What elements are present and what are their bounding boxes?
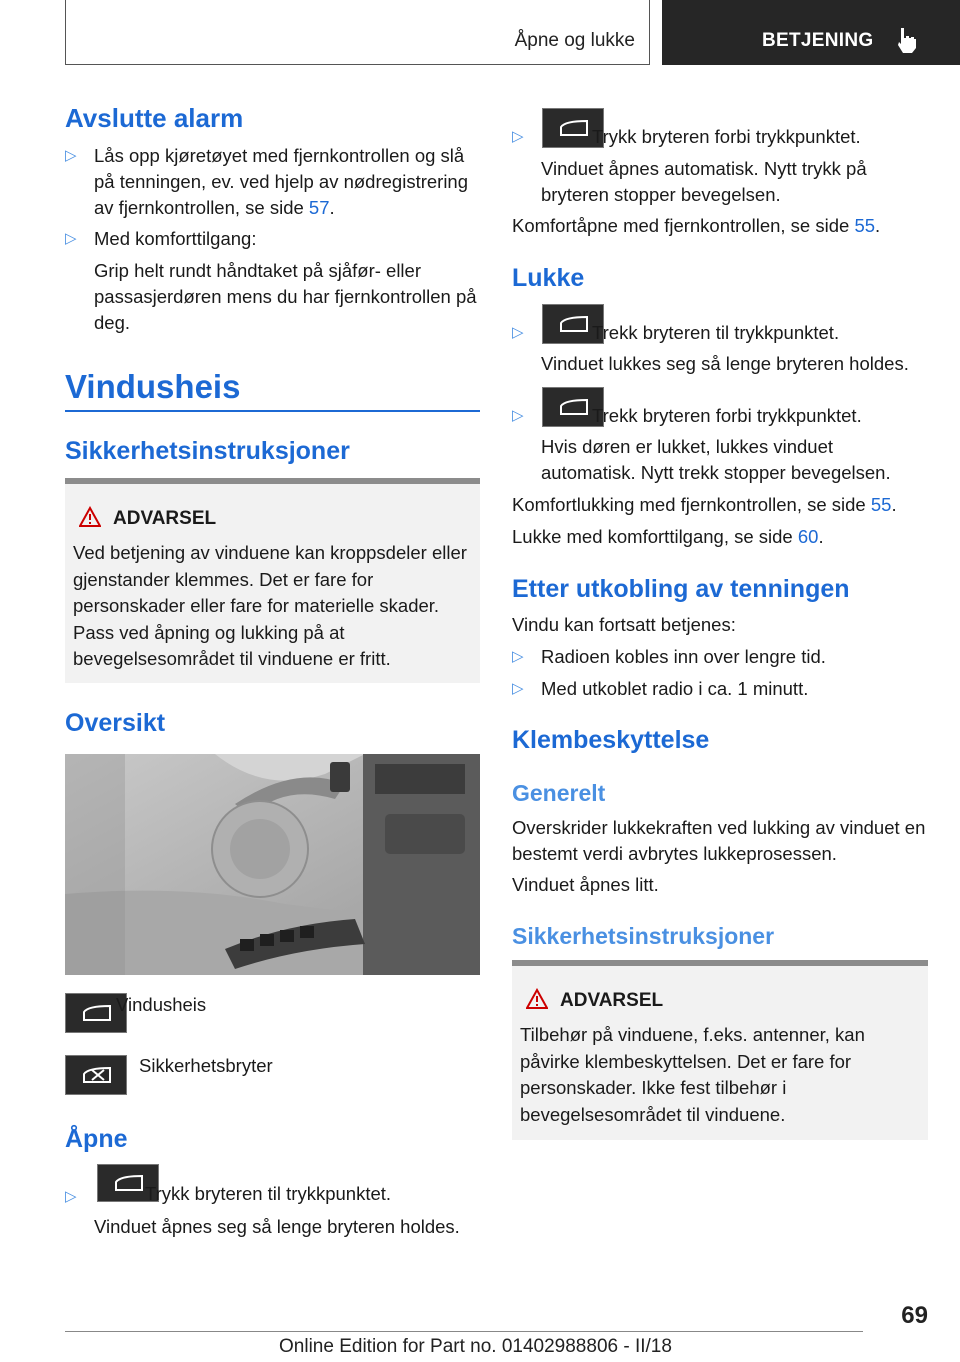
page-number: 69 xyxy=(901,1302,928,1329)
list-item xyxy=(512,387,928,431)
bullet-arrow-icon: ▷ xyxy=(512,680,524,697)
list-item xyxy=(512,108,928,152)
close-heading: Lukke xyxy=(512,264,585,292)
page-title: Vindusheis xyxy=(65,368,241,405)
list-item-text: Trykk bryteren forbi trykkpunktet. xyxy=(592,126,861,147)
list-item-text: Radioen kobles inn over lengre tid. xyxy=(541,646,826,667)
legend-item xyxy=(65,990,480,1032)
page-link[interactable]: 55 xyxy=(854,215,876,236)
safety-heading: Sikkerhetsinstruksjoner xyxy=(65,437,350,465)
paragraph: Overskrider lukkekraften ved lukking av vinduet en bestemt verdi avbrytes lukkeprosessen. xyxy=(512,817,926,864)
safety-switch-icon xyxy=(65,1055,127,1095)
legend-label: Sikkerhetsbryter xyxy=(139,1055,273,1076)
list-item-text: Med komforttilgang: xyxy=(94,228,257,249)
footer-edition: Online Edition for Part no. 01402988806 - II/18 xyxy=(279,1336,672,1357)
bullet-arrow-icon: ▷ xyxy=(512,128,524,145)
warning-text: Tilbehør på vinduene, f.eks. antenner, kan påvirke klembeskyttelsen. Det er fare for personskader. Ikke fest tilbehør i bevegelsesområdet til vinduene. xyxy=(520,1024,865,1125)
list-item xyxy=(65,1168,480,1212)
pinch-protection-heading: Klembeskyttelse xyxy=(512,726,710,754)
list-item-detail: Grip helt rundt håndtaket på sjåfør- eller passasjerdøren mens du har fjernkontrollen på deg. xyxy=(94,260,477,333)
paragraph: Vinduet åpnes litt. xyxy=(512,874,659,895)
list-item-detail: Vinduet lukkes seg så lenge bryteren holdes. xyxy=(541,353,909,374)
legend-item xyxy=(65,1052,480,1094)
warning-heading: ADVARSEL xyxy=(560,990,664,1011)
list-item-detail: Hvis døren er lukket, lukkes vinduet automatisk. Nytt trekk stopper bevegelsen. xyxy=(541,436,891,483)
after-ignition-heading: Etter utkobling av tenningen xyxy=(512,575,850,603)
list-item xyxy=(512,304,928,348)
list-item-detail: Vinduet åpnes automatisk. Nytt trykk på bryteren stopper bevegelsen. xyxy=(541,158,867,205)
header-section-tab xyxy=(65,0,650,65)
title-divider xyxy=(65,410,480,412)
legend-label: Vindusheis xyxy=(116,994,207,1015)
header-chapter-title: BETJENING xyxy=(762,30,874,51)
list-item-text: Lås opp kjøretøyet med fjernkontrollen og slå på tenningen, ev. ved hjelp av nødregistrering av fjernkontrollen, se side xyxy=(94,145,469,218)
pointing-hand-icon xyxy=(894,26,920,54)
warning-text: Ved betjening av vinduene kan kroppsdeler eller gjenstander klemmes. Det er fare for personskader eller fare for materielle skader. Pass ved åpning og lukking på at bevegelsesområdet til vinduene er fritt. xyxy=(73,542,467,669)
paragraph: Komfortlukking med fjernkontrollen, se side 55. xyxy=(512,494,897,515)
footer-divider xyxy=(65,1331,863,1332)
bullet-arrow-icon: ▷ xyxy=(512,324,524,341)
page-link[interactable]: 55 xyxy=(870,494,892,515)
door-panel-photo xyxy=(65,754,480,975)
list-item-text: Med utkoblet radio i ca. 1 minutt. xyxy=(541,678,809,699)
overview-heading: Oversikt xyxy=(65,709,166,737)
list-item-detail: Vinduet åpnes seg så lenge bryteren holdes. xyxy=(94,1216,460,1237)
warning-box xyxy=(512,960,928,1140)
page-link[interactable]: 60 xyxy=(797,526,819,547)
list-item xyxy=(512,644,928,670)
header-section-title: Åpne og lukke xyxy=(514,30,635,51)
warning-triangle-icon xyxy=(526,988,548,1010)
list-item xyxy=(65,226,480,252)
alarm-heading: Avslutte alarm xyxy=(65,103,244,133)
paragraph: Lukke med komforttilgang, se side 60. xyxy=(512,526,824,547)
page-link[interactable]: 57 xyxy=(308,197,330,218)
warning-heading: ADVARSEL xyxy=(113,508,217,529)
paragraph: Komfortåpne med fjernkontrollen, se side 55. xyxy=(512,215,881,236)
paragraph: Vindu kan fortsatt betjenes: xyxy=(512,614,736,635)
bullet-arrow-icon: ▷ xyxy=(65,230,77,247)
list-item: ▷ Lås opp kjøretøyet med fjernkontrollen og slå på tenningen, ev. ved hjelp av nødregistrering av fjernkontrollen, se side 57. xyxy=(65,145,469,218)
general-heading: Generelt xyxy=(512,780,606,806)
bullet-arrow-icon: ▷ xyxy=(65,147,77,164)
list-item-text: Trekk bryteren forbi trykkpunktet. xyxy=(592,405,862,426)
warning-box xyxy=(65,478,480,683)
list-item-text: Trykk bryteren til trykkpunktet. xyxy=(145,1183,392,1204)
list-item-text: Trekk bryteren til trykkpunktet. xyxy=(592,322,840,343)
bullet-arrow-icon: ▷ xyxy=(65,1188,77,1205)
safety-heading: Sikkerhetsinstruksjoner xyxy=(512,923,775,949)
bullet-arrow-icon: ▷ xyxy=(512,648,524,665)
bullet-arrow-icon: ▷ xyxy=(512,407,524,424)
header-chapter-tab xyxy=(662,0,960,65)
list-item xyxy=(512,676,928,702)
open-heading: Åpne xyxy=(65,1125,128,1153)
warning-triangle-icon xyxy=(79,506,101,528)
